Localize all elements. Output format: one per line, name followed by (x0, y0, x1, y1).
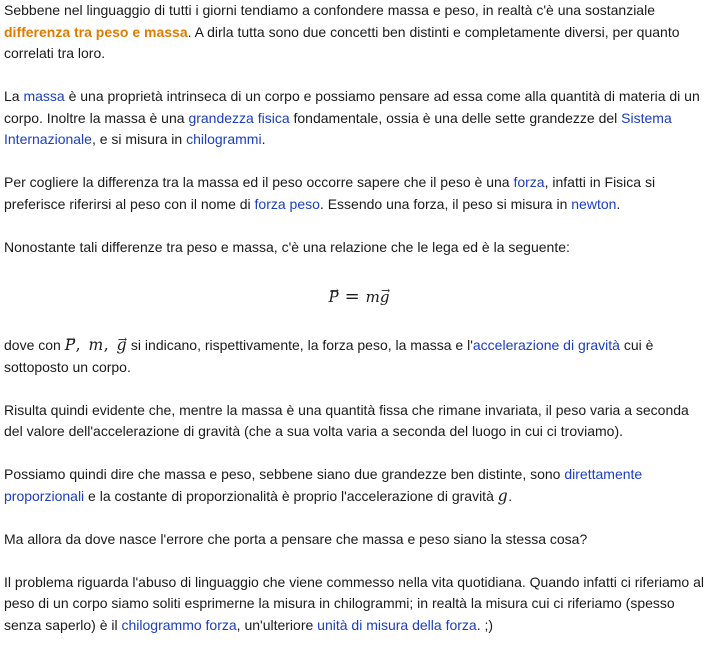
paragraph-evidenza: Risulta quindi evidente che, mentre la massa è una quantità fissa che rimane invariata, il peso varia a seconda del valore dell'accelerazione di gravità (che a sua volta varia a seconda del luogo in cui ci troviamo). (4, 401, 689, 439)
highlight-differenza: differenza tra peso e massa (4, 23, 188, 40)
symbol-vector-g: → g (117, 335, 127, 357)
link-forza-peso[interactable]: forza peso (254, 195, 320, 212)
link-forza[interactable]: forza (513, 174, 545, 190)
paragraph-massa: La massa è una proprietà intrinseca di un corpo e possiamo pensare ad essa come alla quantità di materia di un corpo. Inoltre la massa è una grandezza fisica fondamentale, ossia è una delle sette grandezze del Sistema Internazionale, e si misura in chilogrammi. (4, 88, 700, 147)
symbol-vector-p: → P (65, 335, 76, 357)
link-sistema-internazionale[interactable]: Sistema Internazionale (4, 109, 672, 147)
paragraph-domanda: Ma allora da dove nasce l'errore che porta a pensare che massa e peso siano la stessa cosa? (4, 530, 588, 547)
link-massa[interactable]: massa (23, 88, 65, 104)
link-newton[interactable]: newton (571, 195, 617, 212)
paragraph-intro: Sebbene nel linguaggio di tutti i giorni tendiamo a confondere massa e peso, in realtà c'è una sostanziale differenza tra peso e massa. A dirla tutta sono due concetti ben distinti e completamente diversi, per quanto correlati tra loro. (4, 2, 680, 61)
link-unita-misura-forza[interactable]: unità di misura della forza (317, 616, 477, 633)
formula-equals: = (344, 285, 360, 307)
article-body (4, 0, 710, 658)
paragraph-relazione: Nonostante tali differenze tra peso e massa, c'è una relazione che le lega ed è la seguente: (4, 238, 570, 255)
formula-vector-p: → P (328, 280, 338, 314)
formula-weight (4, 280, 710, 314)
link-grandezza-fisica[interactable]: grandezza fisica (188, 109, 290, 126)
formula-mass-m: m (365, 287, 380, 306)
paragraph-peso: Per cogliere la differenza tra la massa ed il peso occorre sapere che il peso è una forza, infatti in Fisica si preferisce riferirsi al peso con il nome di forza peso. Essendo una forza, il peso si misura in newton. (4, 174, 656, 212)
symbol-m: m (88, 336, 104, 354)
paragraph-problema: Il problema riguarda l'abuso di linguaggio che viene commesso nella vita quotidiana. Quando infatti ci riferiamo al peso di un corpo siamo soliti esprimerne la misura in chilogrammi; in realtà la misura cui ci riferiamo (spesso senza saperlo) è il chilogrammo forza, un'ulteriore unità di misura della forza. ;) (4, 573, 704, 633)
inline-symbols: → P, m, → g (65, 336, 127, 354)
paragraph-simboli: dove con → P, m, → g si indicano, rispettivamente, la forza peso, la massa e l'accelerazione di gravità cui è sottoposto un corpo. (4, 335, 710, 378)
link-direttamente-proporzionali[interactable]: direttamente proporzionali (4, 466, 643, 504)
paragraph-proporzionalita: Possiamo quindi dire che massa e peso, sebbene siano due grandezze ben distinte, sono direttamente proporzionali e la costante di proporzionalità è proprio l'accelerazione di gravità g. (4, 466, 643, 505)
symbol-g: g (497, 486, 509, 505)
link-chilogrammi[interactable]: chilogrammi (186, 131, 262, 147)
link-accelerazione-gravita[interactable]: accelerazione di gravità (472, 337, 620, 353)
formula-vector-g: → g (380, 280, 390, 314)
link-chilogrammo-forza[interactable]: chilogrammo forza (121, 616, 237, 633)
